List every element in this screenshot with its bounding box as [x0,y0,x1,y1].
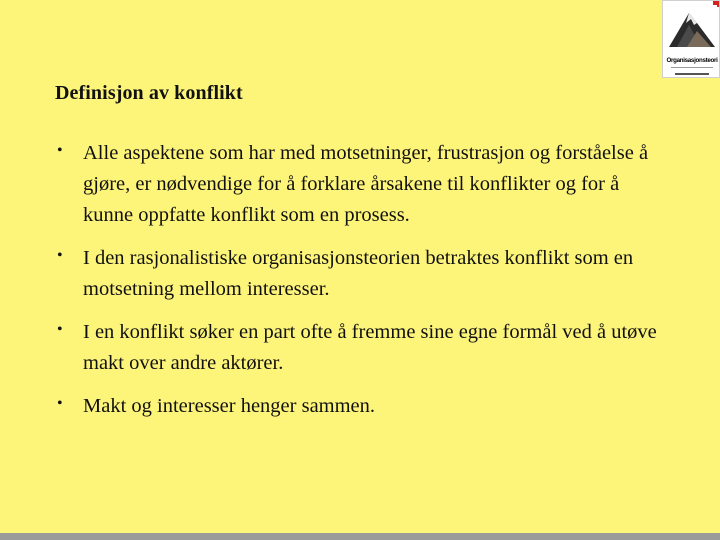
bullet-text: I den rasjonalistiske organisasjonsteorien betraktes konflikt som en motsetning mellom interesser. [83,247,634,300]
bullet-dot-icon: • [57,321,63,338]
bullet-item [57,138,657,231]
bullet-dot-icon: • [57,142,63,159]
cover-title: Organisasjonsteori [666,57,718,64]
cover-publisher-mark [675,73,709,75]
bullet-dot-icon: • [57,395,63,412]
bullet-item [57,317,657,379]
bullet-list [57,138,657,434]
bullet-text: Makt og interesser henger sammen. [83,395,376,417]
bottom-bar [0,533,720,540]
bullet-item [57,391,657,422]
book-cover-thumbnail [662,0,720,78]
cover-divider [671,67,713,68]
mountain-illustration-icon [667,5,717,51]
bullet-text: I en konflikt søker en part ofte å fremme sine egne formål ved å utøve makt over andre aktører. [83,321,657,374]
bullet-text: Alle aspektene som har med motsetninger, frustrasjon og forståelse å gjøre, er nødvendige for å forklare årsakene til konflikter og for å kunne oppfatte konflikt som en prosess. [83,142,649,226]
bullet-item [57,243,657,305]
slide-title: Definisjon av konflikt [55,82,243,104]
bullet-dot-icon: • [57,247,63,264]
